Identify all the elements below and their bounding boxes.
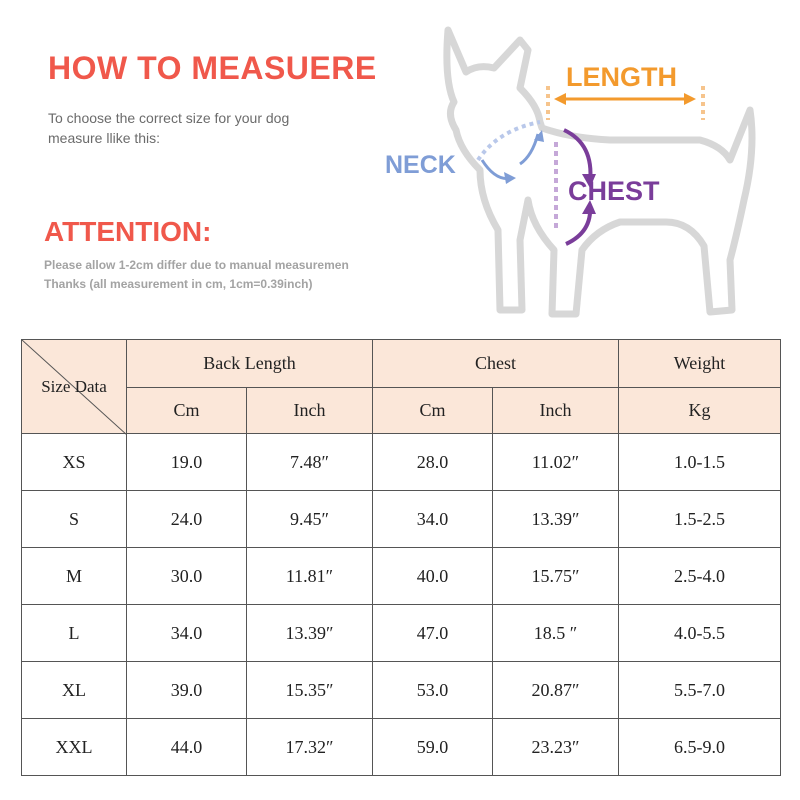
table-row <box>22 548 781 605</box>
chest-inch-cell: 13.39″ <box>493 491 619 548</box>
attention-heading: ATTENTION: <box>44 216 212 247</box>
chest-header: Chest <box>373 340 619 388</box>
back-inch-cell: 9.45″ <box>247 491 373 548</box>
weight-header: Weight <box>619 340 781 388</box>
back-cm-cell: 34.0 <box>127 605 247 662</box>
corner-label: Size Data <box>41 377 107 396</box>
page-title: HOW TO MEASUERE <box>48 50 377 86</box>
unit-inch-back: Inch <box>247 388 373 434</box>
group-header-row <box>22 340 781 388</box>
instructions-line-1: To choose the correct size for your dog <box>48 110 290 126</box>
chest-inch-cell: 15.75″ <box>493 548 619 605</box>
back-cm-cell: 44.0 <box>127 719 247 776</box>
table-row <box>22 434 781 491</box>
size-cell: XL <box>22 662 127 719</box>
neck-label: NECK <box>385 151 456 179</box>
chest-cm-cell: 40.0 <box>373 548 493 605</box>
chest-inch-cell: 20.87″ <box>493 662 619 719</box>
back-cm-cell: 19.0 <box>127 434 247 491</box>
unit-cm-back: Cm <box>127 388 247 434</box>
back-inch-cell: 11.81″ <box>247 548 373 605</box>
dog-measurement-diagram <box>370 10 790 330</box>
measure-instructions <box>48 108 378 148</box>
back-length-header: Back Length <box>127 340 373 388</box>
unit-header-row <box>22 388 781 434</box>
back-inch-cell: 15.35″ <box>247 662 373 719</box>
back-inch-cell: 7.48″ <box>247 434 373 491</box>
table-row <box>22 491 781 548</box>
attention-note <box>44 256 404 294</box>
chest-cm-cell: 28.0 <box>373 434 493 491</box>
size-cell: XXL <box>22 719 127 776</box>
instructions-line-2: measure llike this: <box>48 130 161 146</box>
unit-kg-weight: Kg <box>619 388 781 434</box>
chest-cm-cell: 53.0 <box>373 662 493 719</box>
size-cell: XS <box>22 434 127 491</box>
size-chart-table <box>21 339 781 776</box>
back-cm-cell: 30.0 <box>127 548 247 605</box>
back-cm-cell: 24.0 <box>127 491 247 548</box>
weight-cell: 6.5-9.0 <box>619 719 781 776</box>
weight-cell: 1.5-2.5 <box>619 491 781 548</box>
back-cm-cell: 39.0 <box>127 662 247 719</box>
chest-label: CHEST <box>568 176 660 206</box>
size-cell: M <box>22 548 127 605</box>
chest-cm-cell: 47.0 <box>373 605 493 662</box>
chest-inch-cell: 23.23″ <box>493 719 619 776</box>
note-line-2: Thanks (all measurement in cm, 1cm=0.39inch) <box>44 277 313 291</box>
chest-inch-cell: 18.5 ″ <box>493 605 619 662</box>
note-line-1: Please allow 1-2cm differ due to manual measuremen <box>44 258 349 272</box>
weight-cell: 2.5-4.0 <box>619 548 781 605</box>
back-inch-cell: 13.39″ <box>247 605 373 662</box>
weight-cell: 4.0-5.5 <box>619 605 781 662</box>
size-cell: L <box>22 605 127 662</box>
length-label: LENGTH <box>566 62 677 92</box>
back-inch-cell: 17.32″ <box>247 719 373 776</box>
table-row <box>22 662 781 719</box>
chest-cm-cell: 34.0 <box>373 491 493 548</box>
table-row <box>22 605 781 662</box>
unit-cm-chest: Cm <box>373 388 493 434</box>
weight-cell: 5.5-7.0 <box>619 662 781 719</box>
size-cell: S <box>22 491 127 548</box>
chest-inch-cell: 11.02″ <box>493 434 619 491</box>
chest-cm-cell: 59.0 <box>373 719 493 776</box>
weight-cell: 1.0-1.5 <box>619 434 781 491</box>
size-data-corner-cell <box>22 340 127 434</box>
table-row <box>22 719 781 776</box>
unit-inch-chest: Inch <box>493 388 619 434</box>
